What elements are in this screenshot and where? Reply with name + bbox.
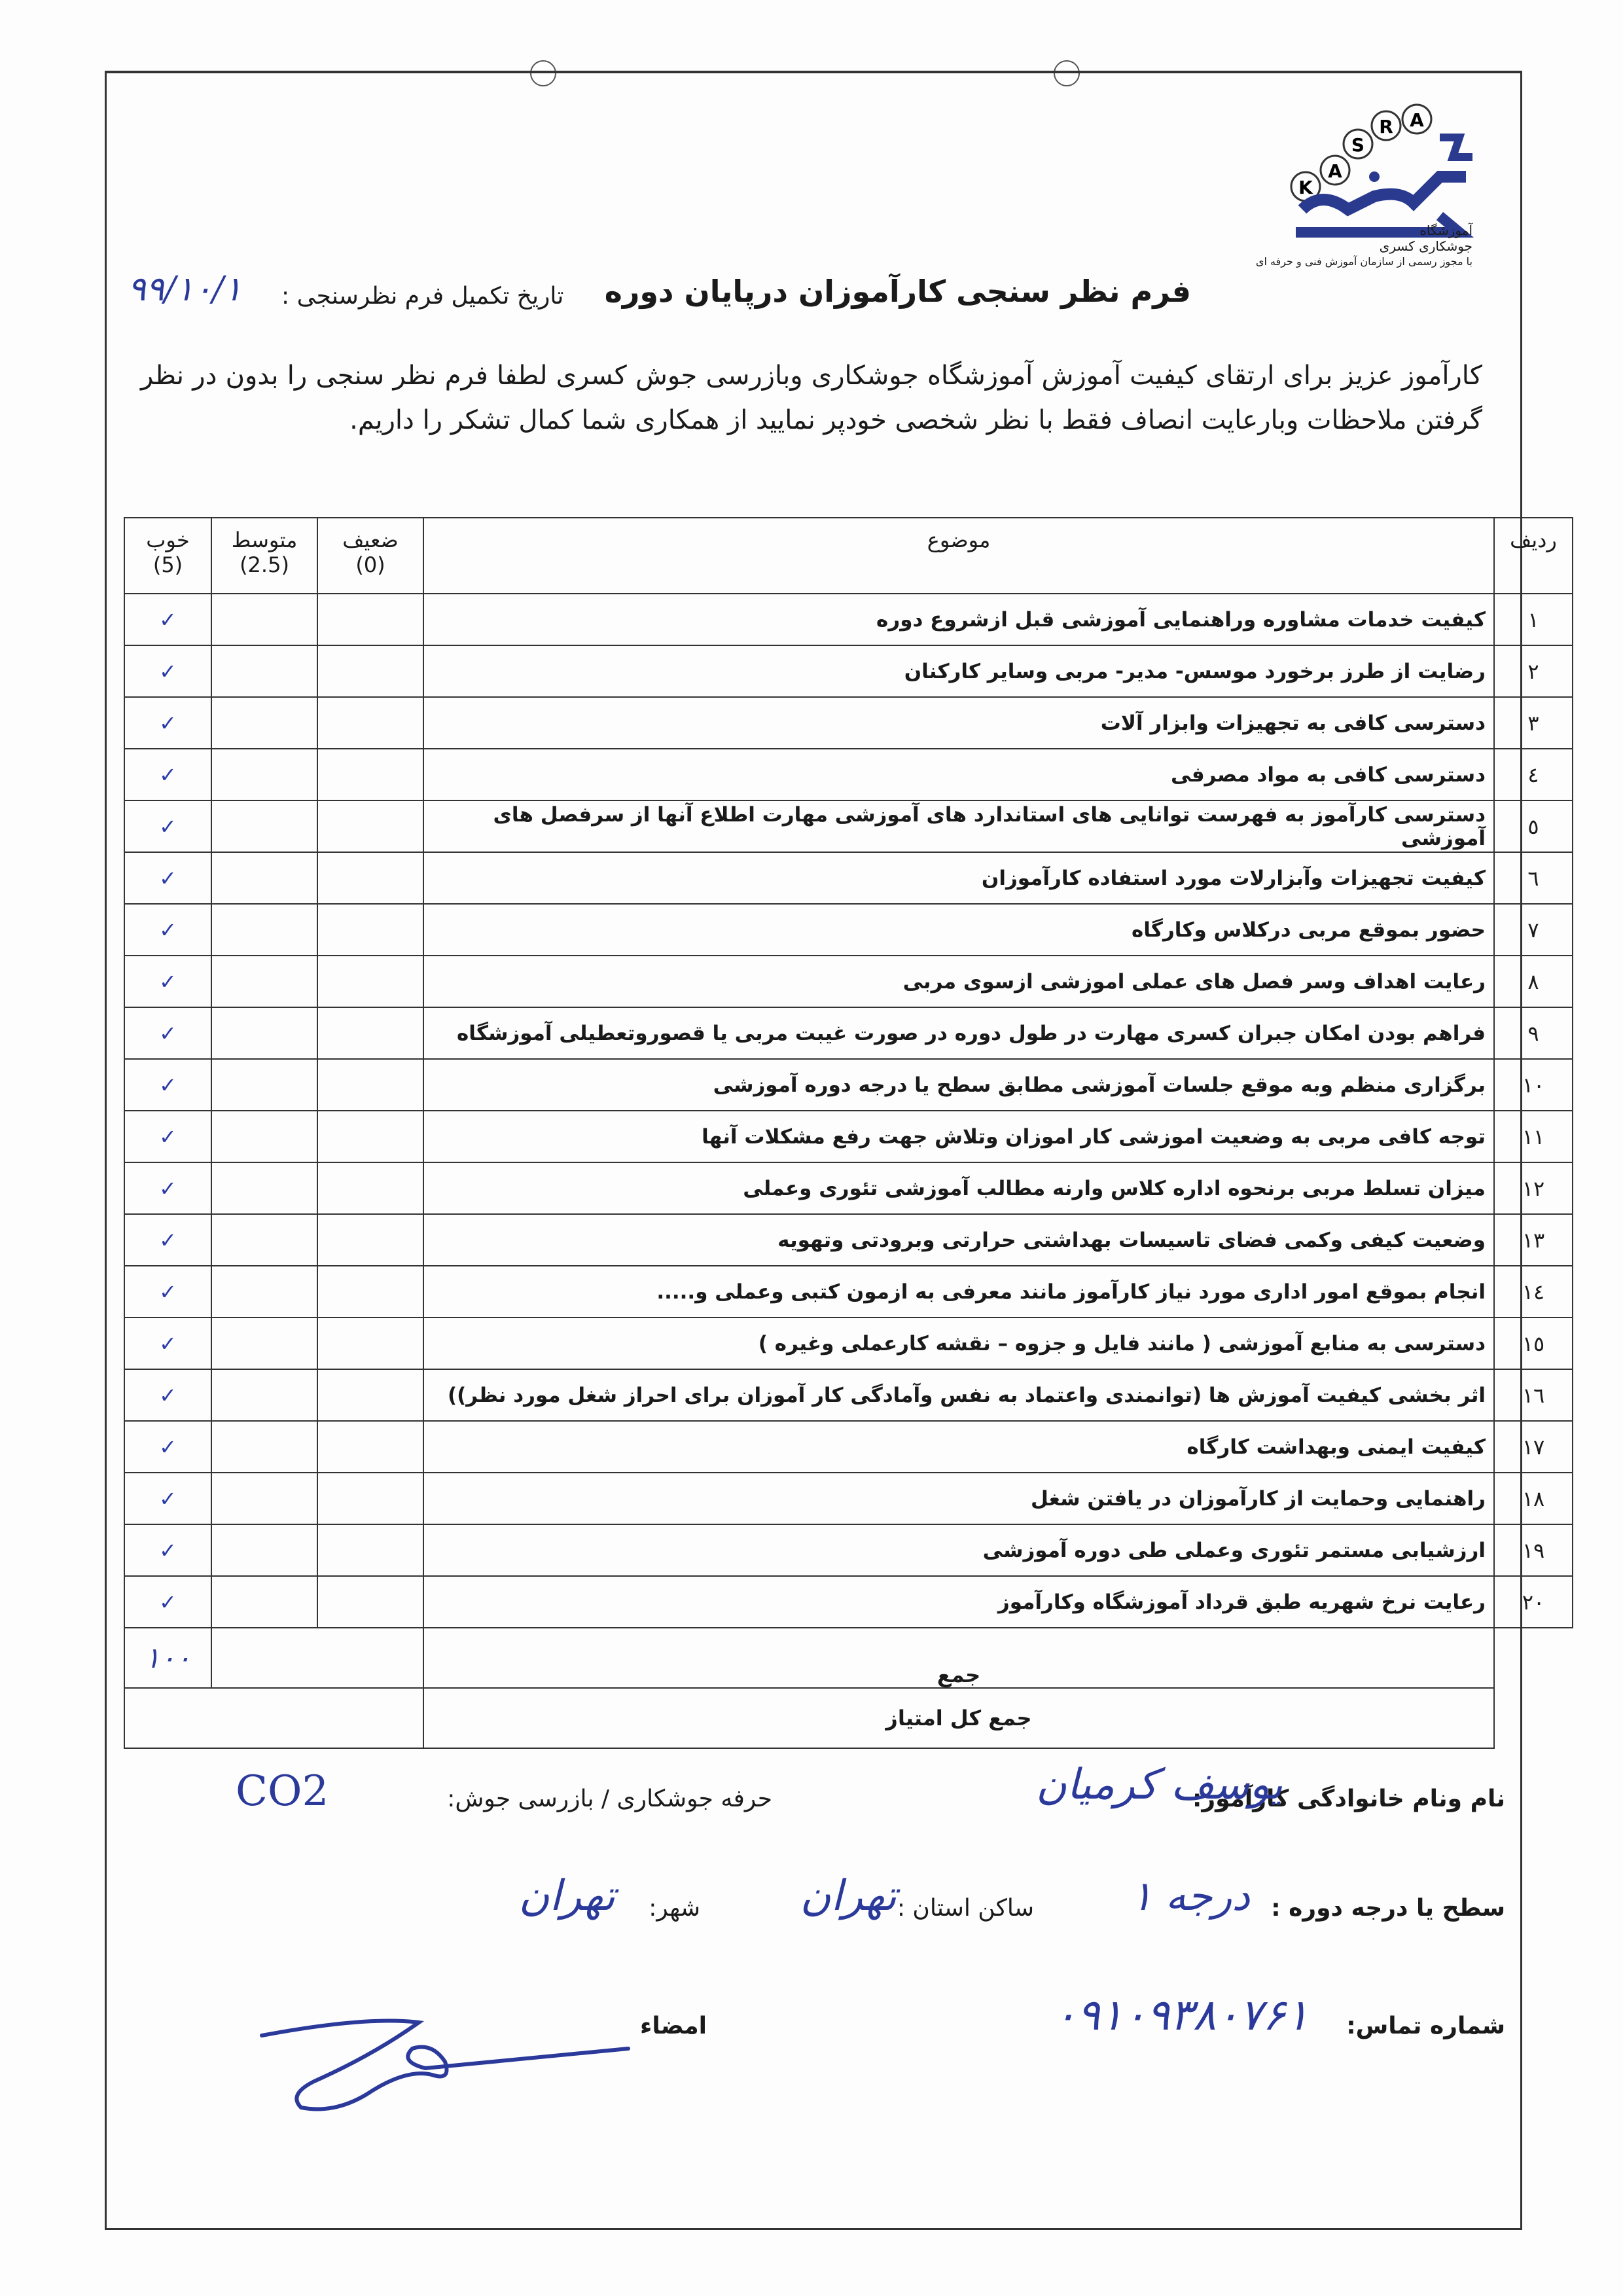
medium-cell[interactable] [211, 1473, 317, 1524]
intro-paragraph: کارآموز عزیز برای ارتقای کیفیت آموزش آموزشگاه جوشکاری وبازرسی جوش کسری لطفا فرم نظر سنجی را بدون در نظر گرفتن ملاحظات وبارعایت انصاف فقط با نظر شخصی خودپر نمایید از همکاری شما کمال تشکر را داریم. [141, 361, 1482, 435]
row-topic: کیفیت خدمات مشاوره وراهنمایی آموزشی قبل ازشروع دوره [423, 594, 1494, 645]
medium-cell[interactable] [211, 1318, 317, 1369]
header-good-score: (5) [152, 552, 183, 577]
medium-cell[interactable] [211, 852, 317, 904]
weak-cell[interactable] [317, 956, 423, 1007]
row-number: ٥ [1494, 800, 1573, 852]
weak-cell[interactable] [317, 749, 423, 800]
province-label: ساکن استان : [897, 1895, 1034, 1922]
table-header-row [124, 518, 1573, 594]
good-check-icon[interactable]: ✓ [124, 1111, 211, 1162]
sum-label: جمع [423, 1628, 1494, 1688]
total-label: جمع کل امتیاز [423, 1688, 1494, 1748]
row-topic: دسترسی کافی به مواد مصرفی [423, 749, 1494, 800]
table-row [124, 1266, 1573, 1318]
good-check-icon[interactable]: ✓ [124, 1318, 211, 1369]
date-label: تاریخ تکمیل فرم نظرسنجی : [281, 283, 564, 310]
medium-cell[interactable] [211, 1059, 317, 1111]
good-check-icon[interactable]: ✓ [124, 1266, 211, 1318]
total-value-cell[interactable] [124, 1688, 423, 1748]
row-number: ۱۹ [1494, 1524, 1573, 1576]
good-check-icon[interactable]: ✓ [124, 1473, 211, 1524]
good-check-icon[interactable]: ✓ [124, 1007, 211, 1059]
phone-label: شماره تماس: [1346, 2013, 1505, 2039]
row-number: ۱۳ [1494, 1214, 1573, 1266]
row-topic: رعایت نرخ شهریه طبق قرداد آموزشگاه وکارآموز [423, 1576, 1494, 1628]
row-number: ۱٥ [1494, 1318, 1573, 1369]
header-row-number: ردیف [1494, 518, 1573, 594]
row-number: ۱۲ [1494, 1162, 1573, 1214]
logo-line-2: جوشکاری کسری [1379, 238, 1472, 254]
row-number: ۲۰ [1494, 1576, 1573, 1628]
row-topic: دسترسی به منابع آموزشی ( مانند فایل و جزوه – نقشه کارعملی وغیره ) [423, 1318, 1494, 1369]
weak-cell[interactable] [317, 1214, 423, 1266]
city-value[interactable]: تهران [518, 1872, 615, 1920]
medium-cell[interactable] [211, 1524, 317, 1576]
row-number: ۲ [1494, 645, 1573, 697]
row-topic: رضایت از طرز برخورد موسس- مدیر- مربی وسایر کارکنان [423, 645, 1494, 697]
medium-cell[interactable] [211, 697, 317, 749]
row-number: ۱۷ [1494, 1421, 1573, 1473]
weak-cell[interactable] [317, 800, 423, 852]
header-medium-label: متوسط [231, 528, 298, 552]
table-row [124, 1007, 1573, 1059]
weak-cell[interactable] [317, 1007, 423, 1059]
level-value[interactable]: درجه ۱ [1130, 1872, 1250, 1920]
row-topic: برگزاری منظم وبه موقع جلسات آموزشی مطابق سطح یا درجه دوره آموزشی [423, 1059, 1494, 1111]
weak-cell[interactable] [317, 594, 423, 645]
medium-cell[interactable] [211, 749, 317, 800]
header-medium-score: (2.5) [240, 552, 289, 577]
medium-cell[interactable] [211, 1576, 317, 1628]
table-row [124, 1214, 1573, 1266]
row-topic: اثر بخشی کیفیت آموزش ها (توانمندی واعتماد به نفس وآمادگی کار آموزان برای احراز شغل مورد نظر)) [423, 1369, 1494, 1421]
phone-value[interactable]: ۰۹۱۰۹۳۸۰۷۶۱ [1054, 1990, 1309, 2040]
svg-text:S: S [1351, 134, 1365, 156]
medium-cell[interactable] [211, 645, 317, 697]
weak-cell[interactable] [317, 1421, 423, 1473]
medium-cell[interactable] [211, 1162, 317, 1214]
name-label: نام ونام خانوادگی کارآموز: [1192, 1785, 1505, 1812]
row-topic: حضور بموقع مربی درکلاس وکارگاه [423, 904, 1494, 956]
row-topic: کیفیت تجهیزات وآبزارلات مورد استفاده کارآموزان [423, 852, 1494, 904]
table-row [124, 800, 1573, 852]
row-number: ۱۱ [1494, 1111, 1573, 1162]
good-check-icon[interactable]: ✓ [124, 800, 211, 852]
table-row [124, 1111, 1573, 1162]
medium-cell[interactable] [211, 1214, 317, 1266]
table-row [124, 1421, 1573, 1473]
weak-cell[interactable] [317, 1524, 423, 1576]
row-topic: کیفیت ایمنی وبهداشت کارگاه [423, 1421, 1494, 1473]
row-topic: وضعیت کیفی وکمی فضای تاسیسات بهداشتی حرارتی وبرودتی وتهویه [423, 1214, 1494, 1266]
good-check-icon[interactable]: ✓ [124, 1162, 211, 1214]
row-number: ۷ [1494, 904, 1573, 956]
weak-cell[interactable] [317, 904, 423, 956]
good-check-icon[interactable]: ✓ [124, 1524, 211, 1576]
weak-cell[interactable] [317, 1576, 423, 1628]
table-row [124, 956, 1573, 1007]
weak-cell[interactable] [317, 1369, 423, 1421]
row-topic: دسترسی کارآموز به فهرست توانایی های استاندارد های آموزشی مهارت اطلاع آنها از سرفصل های آموزشی [423, 800, 1494, 852]
medium-cell[interactable] [211, 956, 317, 1007]
medium-cell[interactable] [211, 1266, 317, 1318]
total-row [124, 1688, 1573, 1748]
weak-cell[interactable] [317, 852, 423, 904]
table-row [124, 1576, 1573, 1628]
weak-cell[interactable] [317, 645, 423, 697]
good-check-icon[interactable]: ✓ [124, 1576, 211, 1628]
header-topic: موضوع [423, 518, 1494, 594]
good-check-icon[interactable]: ✓ [124, 904, 211, 956]
sum-value[interactable]: ۱۰۰ [124, 1628, 211, 1688]
header-weak-label: ضعیف [342, 528, 399, 552]
good-check-icon[interactable]: ✓ [124, 1059, 211, 1111]
header-medium [211, 518, 317, 594]
table-row [124, 1162, 1573, 1214]
table-row [124, 1059, 1573, 1111]
table-row [124, 852, 1573, 904]
date-value: ۹۹/۱۰/۱ [128, 270, 242, 309]
row-topic: ارزشیابی مستمر تئوری وعملی طی دوره آموزشی [423, 1524, 1494, 1576]
logo-line-3: با مجوز رسمی از سازمان آموزش فنی و حرفه ای [1255, 255, 1472, 268]
row-number: ۱ [1494, 594, 1573, 645]
weak-cell[interactable] [317, 1266, 423, 1318]
good-check-icon[interactable]: ✓ [124, 1369, 211, 1421]
row-topic: انجام بموقع امور اداری مورد نیاز کارآموز مانند معرفی به ازمون کتبی وعملی و..... [423, 1266, 1494, 1318]
row-number: ٤ [1494, 749, 1573, 800]
table-row [124, 645, 1573, 697]
sum-spacer [1494, 1628, 1573, 1688]
row-topic: فراهم بودن امکان جبران کسری مهارت در طول دوره در صورت غیبت مربی یا قصوروتعطیلی آموزشگاه [423, 1007, 1494, 1059]
svg-text:R: R [1379, 116, 1393, 137]
row-topic: دسترسی کافی به تجهیزات وابزار آلات [423, 697, 1494, 749]
city-label: شهر: [649, 1895, 700, 1922]
table-row [124, 904, 1573, 956]
row-topic: میزان تسلط مربی برنحوه اداره کلاس وارنه مطالب آموزشی تئوری وعملی [423, 1162, 1494, 1214]
svg-text:A: A [1328, 160, 1342, 182]
logo-line-1: آموزشگاه [1419, 223, 1472, 238]
row-number: ۱۰ [1494, 1059, 1573, 1111]
medium-cell[interactable] [211, 1111, 317, 1162]
sum-middle-cell [211, 1628, 423, 1688]
row-number: ۳ [1494, 697, 1573, 749]
signature-icon[interactable] [236, 1983, 654, 2127]
table-row [124, 1318, 1573, 1369]
good-check-icon[interactable]: ✓ [124, 852, 211, 904]
svg-text:K: K [1298, 177, 1313, 198]
medium-cell[interactable] [211, 800, 317, 852]
table-row [124, 594, 1573, 645]
row-number: ۱٤ [1494, 1266, 1573, 1318]
row-topic: توجه کافی مربی به وضعیت اموزشی کار اموزان وتلاش جهت رفع مشکلات آنها [423, 1111, 1494, 1162]
row-topic: راهنمایی وحمایت از کارآموزان در یافتن شغل [423, 1473, 1494, 1524]
sum-row [124, 1628, 1573, 1688]
good-check-icon[interactable]: ✓ [124, 1214, 211, 1266]
level-label: سطح یا درجه دوره : [1271, 1895, 1505, 1922]
trade-value[interactable]: CO2 [236, 1767, 329, 1816]
good-check-icon[interactable]: ✓ [124, 749, 211, 800]
table-row [124, 1524, 1573, 1576]
header-weak-score: (0) [355, 552, 385, 577]
row-number: ۹ [1494, 1007, 1573, 1059]
province-value[interactable]: تهران [800, 1872, 897, 1920]
good-check-icon[interactable]: ✓ [124, 645, 211, 697]
weak-cell[interactable] [317, 1059, 423, 1111]
medium-cell[interactable] [211, 1007, 317, 1059]
row-number: ۸ [1494, 956, 1573, 1007]
header-good [124, 518, 211, 594]
weak-cell[interactable] [317, 1111, 423, 1162]
weak-cell[interactable] [317, 1318, 423, 1369]
table-row [124, 697, 1573, 749]
good-check-icon[interactable]: ✓ [124, 956, 211, 1007]
row-topic: رعایت اهداف وسر فصل های عملی اموزشی ازسوی مربی [423, 956, 1494, 1007]
trade-label: حرفه جوشکاری / بازرسی جوش: [447, 1785, 772, 1812]
weak-cell[interactable] [317, 1473, 423, 1524]
signature-label: امضاء [639, 2013, 707, 2039]
table-row [124, 1369, 1573, 1421]
table-row [124, 749, 1573, 800]
header-good-label: خوب [146, 528, 190, 552]
survey-table [124, 517, 1573, 1749]
table-row [124, 1473, 1573, 1524]
row-number: ۱۸ [1494, 1473, 1573, 1524]
total-spacer [1494, 1688, 1573, 1748]
good-check-icon[interactable]: ✓ [124, 697, 211, 749]
medium-cell[interactable] [211, 1369, 317, 1421]
weak-cell[interactable] [317, 1162, 423, 1214]
good-check-icon[interactable]: ✓ [124, 1421, 211, 1473]
good-check-icon[interactable]: ✓ [124, 594, 211, 645]
form-title: فرم نظر سنجی کارآموزان درپایان دوره [604, 274, 1191, 309]
name-value[interactable]: یوسف کرمیان [1036, 1761, 1283, 1809]
row-number: ٦ [1494, 852, 1573, 904]
row-number: ۱٦ [1494, 1369, 1573, 1421]
weak-cell[interactable] [317, 697, 423, 749]
header-weak [317, 518, 423, 594]
medium-cell[interactable] [211, 1421, 317, 1473]
kasra-logo [1243, 98, 1479, 288]
svg-text:A: A [1410, 109, 1424, 131]
medium-cell[interactable] [211, 594, 317, 645]
medium-cell[interactable] [211, 904, 317, 956]
